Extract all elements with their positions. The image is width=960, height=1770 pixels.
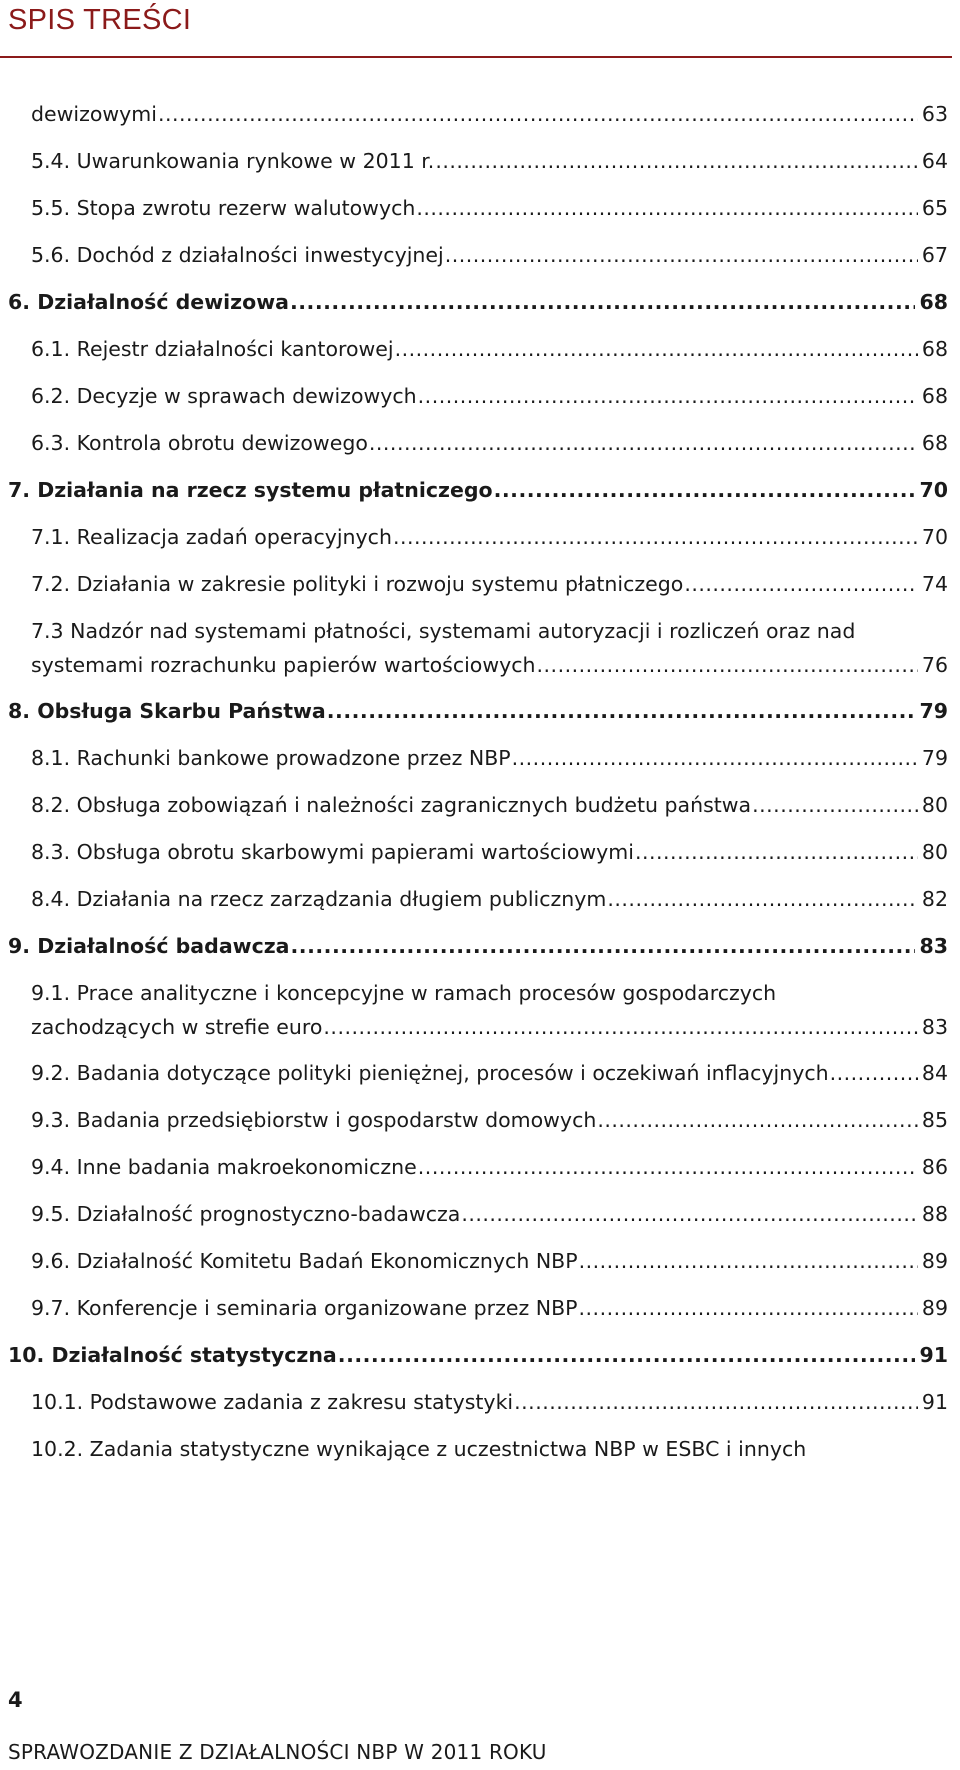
toc-entry-firstline: 9.1. Prace analityczne i koncepcyjne w ramach procesów gospodarczych [31, 981, 777, 1005]
toc-page-number: 68 [919, 290, 948, 314]
toc-dot-leader [158, 95, 918, 133]
toc-entry-firstline: 7.3 Nadzór nad systemami płatności, systemami autoryzacji i rozliczeń oraz nad [31, 619, 856, 643]
toc-dot-leader [418, 377, 918, 415]
toc-chapter-entry[interactable] [8, 927, 948, 965]
toc-page-number: 68 [921, 337, 948, 361]
toc-dot-leader [752, 786, 918, 824]
toc-page-number: 74 [921, 572, 948, 596]
toc-page-number: 86 [921, 1155, 948, 1179]
toc-entry-title: 7. Działania na rzecz systemu płatniczego [8, 478, 493, 502]
toc-chapter-entry[interactable] [8, 692, 948, 730]
footer-report-title: SPRAWOZDANIE Z DZIAŁALNOŚCI NBP W 2011 ROKU [8, 1740, 547, 1764]
page-title: SPIS TREŚCI [8, 4, 192, 36]
toc-entry-title: 7.1. Realizacja zadań operacyjnych [31, 525, 392, 549]
toc-entry-title: 9. Działalność badawcza [8, 934, 290, 958]
toc-section-entry[interactable] [31, 142, 948, 180]
toc-dot-leader [635, 833, 918, 871]
toc-page-number: 91 [919, 1343, 948, 1367]
toc-section-entry[interactable] [31, 739, 948, 777]
toc-page-number: 76 [921, 653, 948, 677]
toc-dot-leader [514, 1383, 918, 1421]
toc-entry-title: 9.4. Inne badania makroekonomiczne [31, 1155, 417, 1179]
toc-page-number: 83 [919, 934, 948, 958]
toc-page-number: 70 [919, 478, 948, 502]
toc-dot-leader [607, 880, 918, 918]
toc-section-entry[interactable] [31, 786, 948, 824]
toc-dot-leader [291, 927, 916, 965]
toc-entry-title: dewizowymi [31, 102, 157, 126]
toc-entry-title: 6.3. Kontrola obrotu dewizowego [31, 431, 368, 455]
toc-dot-leader [512, 739, 918, 777]
toc-chapter-entry[interactable] [8, 471, 948, 509]
toc-section-entry[interactable] [31, 1195, 948, 1233]
toc-dot-leader [393, 518, 918, 556]
toc-dot-leader [435, 142, 918, 180]
toc-page-number: 88 [921, 1202, 948, 1226]
toc-entry-title: 8.2. Obsługa zobowiązań i należności zagranicznych budżetu państwa [31, 793, 752, 817]
toc-dot-leader [290, 283, 916, 321]
toc-entry-title: 9.2. Badania dotyczące polityki pieniężnej, procesów i oczekiwań inflacyjnych [31, 1061, 829, 1085]
toc-section-entry[interactable] [31, 1054, 948, 1092]
toc-dot-leader [579, 1242, 918, 1280]
toc-page-number: 79 [919, 699, 948, 723]
header-divider [0, 56, 952, 58]
toc-section-entry[interactable] [31, 1242, 948, 1280]
toc-section-entry[interactable] [31, 1101, 948, 1139]
toc-section-entry[interactable] [31, 95, 948, 133]
toc-dot-leader [416, 189, 918, 227]
toc-entry-title: 8. Obsługa Skarbu Państwa [8, 699, 326, 723]
toc-entry-title: 10.2. Zadania statystyczne wynikające z uczestnictwa NBP w ESBC i innych [31, 1437, 807, 1461]
toc-dot-leader [537, 646, 918, 684]
toc-entry-title: 6.1. Rejestr działalności kantorowej [31, 337, 394, 361]
toc-chapter-entry[interactable] [8, 283, 948, 321]
toc-page-number: 70 [921, 525, 948, 549]
toc-page-number: 80 [921, 793, 948, 817]
toc-page-number: 91 [921, 1390, 948, 1414]
toc-entry-title: 6. Działalność dewizowa [8, 290, 289, 314]
toc-chapter-entry[interactable] [8, 1336, 948, 1374]
toc-entry-title: 9.3. Badania przedsiębiorstw i gospodarstw domowych [31, 1108, 597, 1132]
toc-section-entry[interactable] [31, 1430, 948, 1468]
toc-page-number: 89 [921, 1249, 948, 1273]
toc-entry-title: 8.3. Obsługa obrotu skarbowymi papierami wartościowymi [31, 840, 634, 864]
toc-dot-leader [494, 471, 916, 509]
toc-section-entry[interactable] [31, 1383, 948, 1421]
toc-entry-title: 7.2. Działania w zakresie polityki i rozwoju systemu płatniczego [31, 572, 684, 596]
toc-page-number: 80 [921, 840, 948, 864]
toc-section-entry[interactable] [31, 1148, 948, 1186]
toc-dot-leader [327, 692, 916, 730]
toc-section-entry[interactable] [31, 833, 948, 871]
toc-page-number: 65 [921, 196, 948, 220]
toc-dot-leader [597, 1101, 918, 1139]
toc-page-number: 83 [921, 1015, 948, 1039]
toc-entry-title: 9.6. Działalność Komitetu Badań Ekonomicznych NBP [31, 1249, 578, 1273]
toc-dot-leader [830, 1054, 918, 1092]
toc-page-number: 67 [921, 243, 948, 267]
toc-dot-leader [395, 330, 918, 368]
toc-page-number: 89 [921, 1296, 948, 1320]
toc-dot-leader [418, 1148, 918, 1186]
page-number: 4 [8, 1688, 23, 1712]
toc-section-entry[interactable] [31, 1008, 948, 1046]
toc-entry-title: 10.1. Podstawowe zadania z zakresu statystyki [31, 1390, 514, 1414]
toc-section-entry[interactable] [31, 377, 948, 415]
toc-entry-title: 9.5. Działalność prognostyczno-badawcza [31, 1202, 461, 1226]
toc-entry-title: systemami rozrachunku papierów wartościowych [31, 653, 536, 677]
toc-entry-title: 10. Działalność statystyczna [8, 1343, 337, 1367]
toc-entry-title: 5.4. Uwarunkowania rynkowe w 2011 r. [31, 149, 435, 173]
toc-entry-title: 5.5. Stopa zwrotu rezerw walutowych [31, 196, 416, 220]
toc-dot-leader [338, 1336, 916, 1374]
toc-page-number: 82 [921, 887, 948, 911]
toc-entry-title: 9.7. Konferencje i seminaria organizowane przez NBP [31, 1296, 578, 1320]
toc-dot-leader [445, 236, 918, 274]
toc-page-number: 63 [921, 102, 948, 126]
toc-section-entry[interactable] [31, 518, 948, 556]
toc-entry-title: 5.6. Dochód z działalności inwestycyjnej [31, 243, 444, 267]
toc-entry-title: 8.1. Rachunki bankowe prowadzone przez NBP [31, 746, 511, 770]
toc-entry-title: zachodzących w strefie euro [31, 1015, 323, 1039]
toc-entry-title: 6.2. Decyzje w sprawach dewizowych [31, 384, 417, 408]
toc-page-number: 64 [921, 149, 948, 173]
toc-section-entry[interactable] [31, 646, 948, 684]
toc-section-entry[interactable] [31, 189, 948, 227]
toc-section-entry[interactable] [31, 424, 948, 462]
toc-page-number: 85 [921, 1108, 948, 1132]
toc-page-number: 84 [921, 1061, 948, 1085]
toc-dot-leader [323, 1008, 918, 1046]
toc-section-entry[interactable] [31, 236, 948, 274]
toc-section-entry[interactable] [31, 565, 948, 603]
toc-dot-leader [461, 1195, 918, 1233]
toc-page-number: 68 [921, 384, 948, 408]
toc-section-entry[interactable] [31, 880, 948, 918]
toc-page-number: 79 [921, 746, 948, 770]
toc-dot-leader [579, 1289, 918, 1327]
toc-dot-leader [369, 424, 918, 462]
toc-section-entry[interactable] [31, 1289, 948, 1327]
toc-dot-leader [684, 565, 918, 603]
toc-entry-title: 8.4. Działania na rzecz zarządzania długiem publicznym [31, 887, 607, 911]
toc-page-number: 68 [921, 431, 948, 455]
toc-section-entry[interactable] [31, 330, 948, 368]
